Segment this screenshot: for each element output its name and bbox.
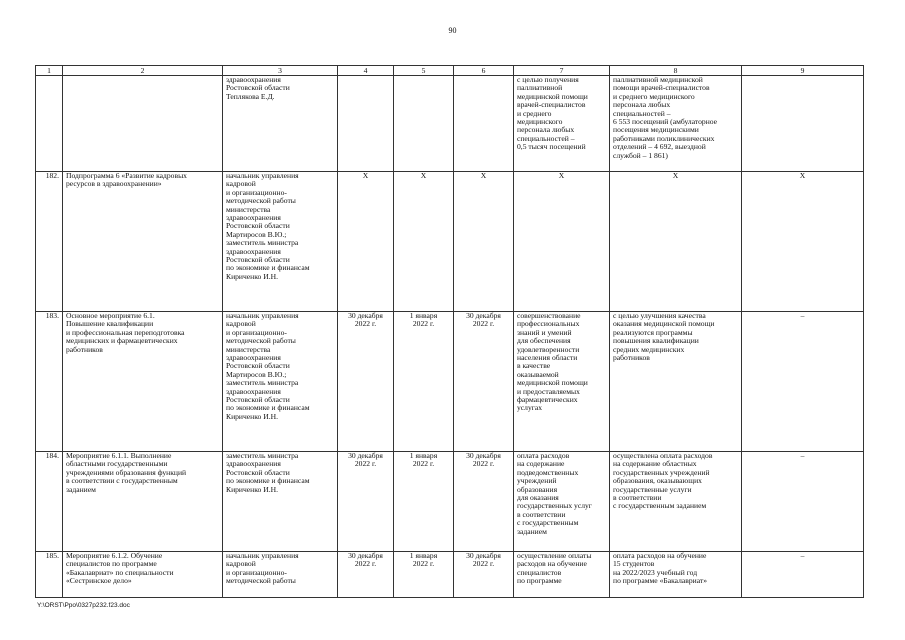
event-name	[63, 76, 223, 172]
notes	[742, 76, 864, 172]
responsible-executor: начальник управления кадровой и организационно- методической работы министерства здравоохранения Ростовской области Мартиросов В.Ю.; заместитель министра здравоохранения Ростовской области по экономике и финансам Кириченко И.Н.	[223, 172, 338, 312]
planned-result: осуществление оплаты расходов на обучение специалистов по программе	[514, 552, 610, 598]
column-header: 4	[338, 66, 394, 76]
actual-start-date: 1 января 2022 г.	[394, 452, 454, 552]
row-number	[36, 76, 63, 172]
responsible-executor: начальник управления кадровой и организационно- методической работы	[223, 552, 338, 598]
planned-result: оплата расходов на содержание подведомственных учреждений образования для оказания государственных услуг в соответствии с государственным заданием	[514, 452, 610, 552]
responsible-executor: заместитель министра здравоохранения Ростовской области по экономике и финансам Кириченко И.Н.	[223, 452, 338, 552]
actual-end-date: 30 декабря 2022 г.	[454, 452, 514, 552]
column-header: 6	[454, 66, 514, 76]
event-name: Подпрограмма 6 «Развитие кадровых ресурсов в здравоохранении»	[63, 172, 223, 312]
column-header: 8	[610, 66, 742, 76]
row-number: 182.	[36, 172, 63, 312]
actual-start-date: 1 января 2022 г.	[394, 552, 454, 598]
column-header: 5	[394, 66, 454, 76]
actual-start-date: 1 января 2022 г.	[394, 312, 454, 452]
actual-result: оплата расходов на обучение 15 студентов на 2022/2023 учебный год по программе «Бакалавриат»	[610, 552, 742, 598]
actual-result: с целью улучшения качества оказания медицинской помощи реализуются программы повышения квалификации средних медицинских работников	[610, 312, 742, 452]
column-header: 7	[514, 66, 610, 76]
responsible-executor: здравоохранения Ростовской области Теплякова Е.Д.	[223, 76, 338, 172]
event-name: Мероприятие 6.1.1. Выполнение областными государственными учреждениями образования функций в соответствии с государственным заданием	[63, 452, 223, 552]
actual-start-date: Х	[394, 172, 454, 312]
column-header: 3	[223, 66, 338, 76]
planned-end-date: 30 декабря 2022 г.	[338, 312, 394, 452]
column-header: 1	[36, 66, 63, 76]
notes: –	[742, 552, 864, 598]
planned-result: Х	[514, 172, 610, 312]
actual-end-date	[454, 76, 514, 172]
actual-result: паллиативной медицинской помощи врачей-специалистов и среднего медицинского персонала любых специальностей – 6 553 посещений (амбулаторное посещения медицинскими работниками поликлинических отделений – 4 692, выездной службой – 1 861)	[610, 76, 742, 172]
page-number: 90	[448, 26, 457, 35]
table-row	[36, 552, 864, 598]
column-header: 9	[742, 66, 864, 76]
responsible-executor: начальник управления кадровой и организационно- методической работы министерства здравоохранения Ростовской области Мартиросов В.Ю.; заместитель министра здравоохранения Ростовской области по экономике и финансам Кириченко И.Н.	[223, 312, 338, 452]
planned-result: с целью получения паллиативной медицинской помощи врачей-специалистов и среднего медицинского персонала любых специальностей – 0,5 тысяч посещений	[514, 76, 610, 172]
planned-result: совершенствование профессиональных знаний и умений для обеспечения удовлетворенности населения области в качестве оказываемой медицинской помощи и предоставляемых фармацевтических услугах	[514, 312, 610, 452]
row-number: 185.	[36, 552, 63, 598]
table-row	[36, 452, 864, 552]
notes: –	[742, 452, 864, 552]
table-row	[36, 76, 864, 172]
file-path-footer: Y:\ORST\Ppo\0327p232.f23.doc	[37, 602, 130, 609]
table-row	[36, 172, 864, 312]
planned-end-date: 30 декабря 2022 г.	[338, 452, 394, 552]
notes: –	[742, 312, 864, 452]
actual-start-date	[394, 76, 454, 172]
planned-end-date: 30 декабря 2022 г.	[338, 552, 394, 598]
planned-end-date: Х	[338, 172, 394, 312]
actual-end-date: 30 декабря 2022 г.	[454, 552, 514, 598]
actual-result: Х	[610, 172, 742, 312]
event-name: Мероприятие 6.1.2. Обучение специалистов по программе «Бакалавриат» по специальности «Сестринское дело»	[63, 552, 223, 598]
notes: Х	[742, 172, 864, 312]
actual-end-date: 30 декабря 2022 г.	[454, 312, 514, 452]
actual-end-date: Х	[454, 172, 514, 312]
planned-end-date	[338, 76, 394, 172]
row-number: 183.	[36, 312, 63, 452]
event-name: Основное мероприятие 6.1. Повышение квалификации и профессиональная переподготовка медицинских и фармацевтических работников	[63, 312, 223, 452]
row-number: 184.	[36, 452, 63, 552]
column-header: 2	[63, 66, 223, 76]
column-header-row	[36, 66, 864, 76]
table-row	[36, 312, 864, 452]
report-table	[35, 65, 864, 598]
actual-result: осуществлена оплата расходов на содержание областных государственных учреждений образования, оказывающих государственные услуги в соответствии с государственным заданием	[610, 452, 742, 552]
